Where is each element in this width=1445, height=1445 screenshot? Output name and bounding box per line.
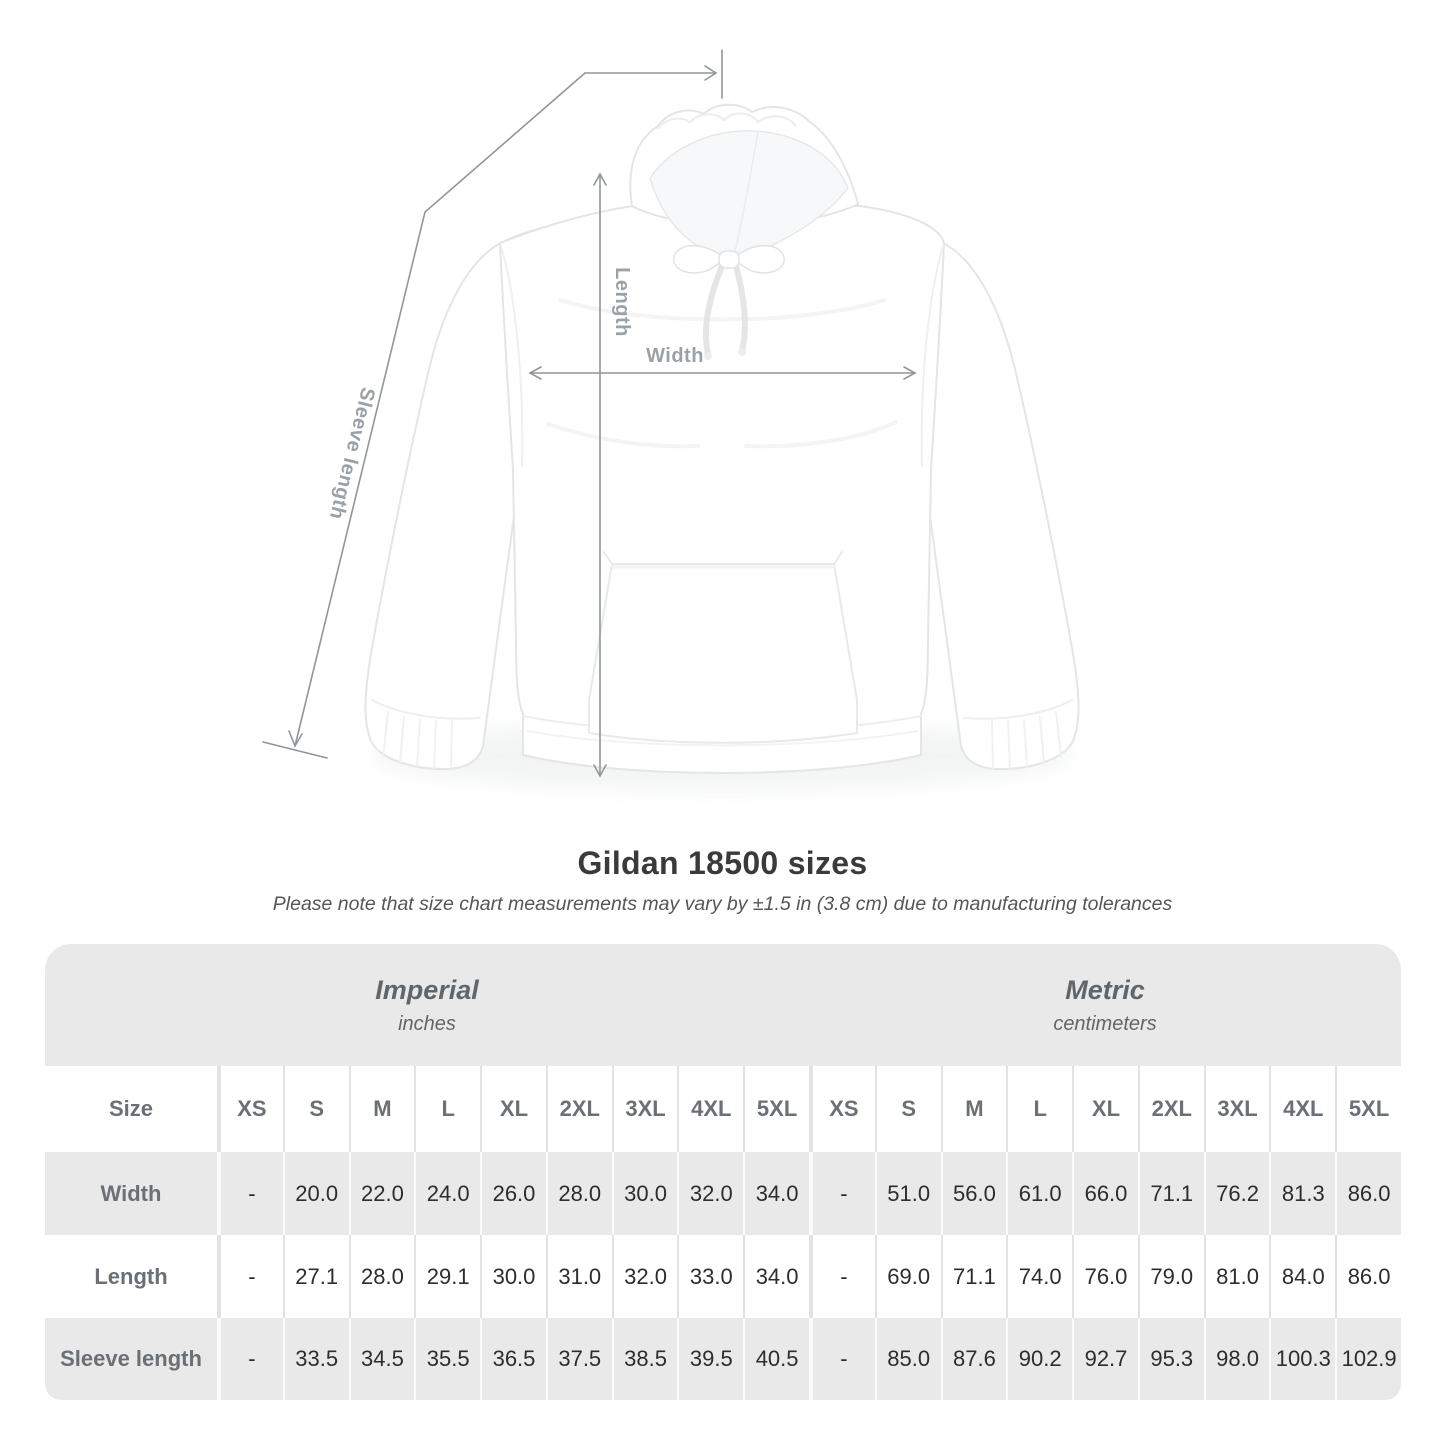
metric-size-header-m: M [941,1066,1007,1152]
hoodie-image [365,105,1078,773]
cell-sleeve-length-imperial-3xl: 38.5 [612,1318,678,1400]
imperial-section-header [45,944,809,1066]
cell-length-metric-l: 74.0 [1006,1235,1072,1318]
cell-sleeve-length-metric-s: 85.0 [875,1318,941,1400]
cell-sleeve-length-imperial-5xl: 40.5 [743,1318,809,1400]
size-table [45,944,1401,1400]
imperial-size-header-xs: XS [217,1066,283,1152]
cell-sleeve-length-metric-l: 90.2 [1006,1318,1072,1400]
metric-size-header-s: S [875,1066,941,1152]
metric-size-header-l: L [1006,1066,1072,1152]
size-corner-header: Size [45,1066,217,1152]
cell-width-metric-3xl: 76.2 [1204,1152,1270,1235]
cell-sleeve-length-imperial-2xl: 37.5 [546,1318,612,1400]
cell-width-imperial-xs: - [217,1152,283,1235]
cell-length-metric-5xl: 86.0 [1335,1235,1401,1318]
cell-width-metric-4xl: 81.3 [1269,1152,1335,1235]
cell-width-metric-m: 56.0 [941,1152,1007,1235]
cell-sleeve-length-metric-4xl: 100.3 [1269,1318,1335,1400]
cell-length-metric-m: 71.1 [941,1235,1007,1318]
cell-width-imperial-m: 22.0 [349,1152,415,1235]
imperial-size-header-s: S [283,1066,349,1152]
heading [0,845,1445,916]
cell-length-metric-4xl: 84.0 [1269,1235,1335,1318]
cell-width-imperial-s: 20.0 [283,1152,349,1235]
cell-width-metric-xl: 66.0 [1072,1152,1138,1235]
cell-length-imperial-4xl: 33.0 [677,1235,743,1318]
length-label: Length [611,267,633,337]
cell-sleeve-length-imperial-4xl: 39.5 [677,1318,743,1400]
cell-sleeve-length-metric-5xl: 102.9 [1335,1318,1401,1400]
metric-size-header-5xl: 5XL [1335,1066,1401,1152]
row-label-length: Length [45,1235,217,1318]
cell-length-metric-xs: - [809,1235,875,1318]
page-title: Gildan 18500 sizes [577,845,868,881]
cell-length-imperial-s: 27.1 [283,1235,349,1318]
imperial-size-header-m: M [349,1066,415,1152]
metric-section-unit: centimeters [1053,1012,1157,1035]
cell-sleeve-length-imperial-xl: 36.5 [480,1318,546,1400]
cell-sleeve-length-metric-3xl: 98.0 [1204,1318,1270,1400]
sleeve-length-label: Sleeve length [324,385,379,522]
cell-length-imperial-3xl: 32.0 [612,1235,678,1318]
metric-size-header-3xl: 3XL [1204,1066,1270,1152]
cell-width-metric-l: 61.0 [1006,1152,1072,1235]
metric-section-label: Metric [1065,974,1145,1005]
metric-size-header-2xl: 2XL [1138,1066,1204,1152]
metric-size-header-xs: XS [809,1066,875,1152]
cell-sleeve-length-imperial-xs: - [217,1318,283,1400]
cell-length-imperial-xs: - [217,1235,283,1318]
imperial-size-header-5xl: 5XL [743,1066,809,1152]
cell-width-imperial-3xl: 30.0 [612,1152,678,1235]
tolerance-note: Please note that size chart measurements may vary by ±1.5 in (3.8 cm) due to manufacturing tolerances [272,893,1173,915]
imperial-section-unit: inches [398,1012,456,1035]
cell-length-imperial-2xl: 31.0 [546,1235,612,1318]
width-label: Width [646,345,704,367]
cell-length-metric-s: 69.0 [875,1235,941,1318]
cell-sleeve-length-metric-xl: 92.7 [1072,1318,1138,1400]
metric-size-header-xl: XL [1072,1066,1138,1152]
cell-sleeve-length-imperial-l: 35.5 [414,1318,480,1400]
sleeve-arrowhead-down [289,731,302,746]
cell-sleeve-length-imperial-m: 34.5 [349,1318,415,1400]
cell-width-imperial-4xl: 32.0 [677,1152,743,1235]
kangaroo-pocket [589,564,857,743]
row-label-width: Width [45,1152,217,1235]
cell-length-metric-3xl: 81.0 [1204,1235,1270,1318]
cell-sleeve-length-imperial-s: 33.5 [283,1318,349,1400]
cell-length-imperial-xl: 30.0 [480,1235,546,1318]
cell-width-imperial-5xl: 34.0 [743,1152,809,1235]
row-label-sleeve-length: Sleeve length [45,1318,217,1400]
imperial-size-header-2xl: 2XL [546,1066,612,1152]
cell-sleeve-length-metric-xs: - [809,1318,875,1400]
cell-length-imperial-m: 28.0 [349,1235,415,1318]
cell-length-imperial-5xl: 34.0 [743,1235,809,1318]
cell-width-imperial-l: 24.0 [414,1152,480,1235]
cell-length-metric-2xl: 79.0 [1138,1235,1204,1318]
cell-sleeve-length-metric-2xl: 95.3 [1138,1318,1204,1400]
cell-width-metric-5xl: 86.0 [1335,1152,1401,1235]
imperial-section-label: Imperial [375,974,479,1005]
cell-width-metric-s: 51.0 [875,1152,941,1235]
imperial-size-header-4xl: 4XL [677,1066,743,1152]
cell-sleeve-length-metric-m: 87.6 [941,1318,1007,1400]
metric-section-header [809,944,1401,1066]
imperial-size-header-xl: XL [480,1066,546,1152]
imperial-size-header-3xl: 3XL [612,1066,678,1152]
cell-length-metric-xl: 76.0 [1072,1235,1138,1318]
cell-width-metric-2xl: 71.1 [1138,1152,1204,1235]
cell-width-imperial-xl: 26.0 [480,1152,546,1235]
cell-length-imperial-l: 29.1 [414,1235,480,1318]
metric-size-header-4xl: 4XL [1269,1066,1335,1152]
cell-width-imperial-2xl: 28.0 [546,1152,612,1235]
cell-width-metric-xs: - [809,1152,875,1235]
imperial-size-header-l: L [414,1066,480,1152]
